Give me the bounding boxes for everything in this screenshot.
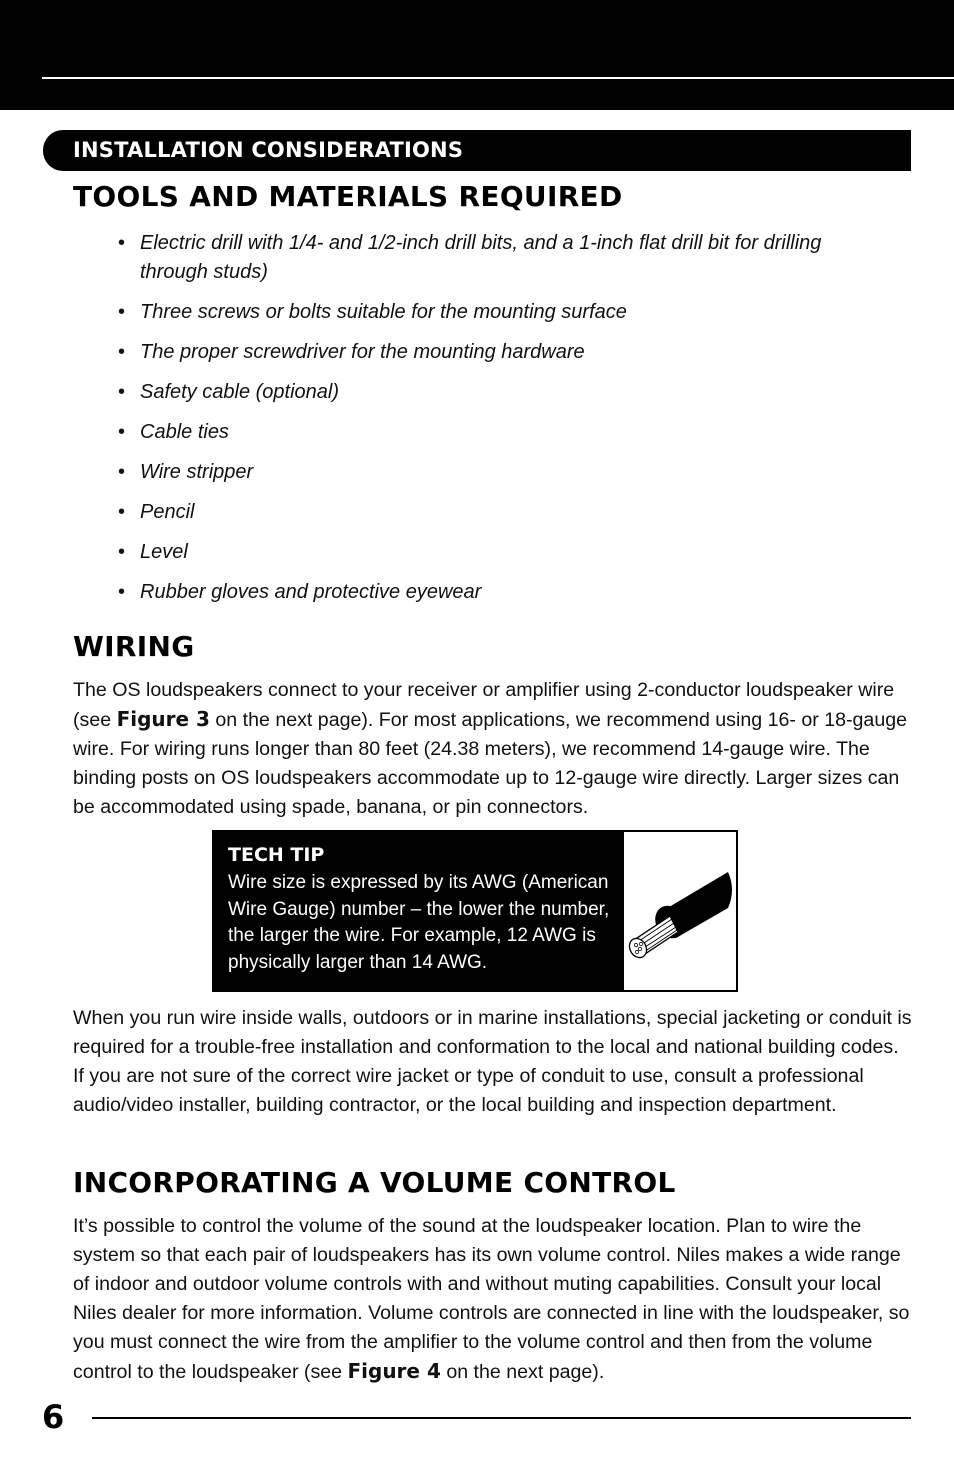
figure-3-reference: Figure 3: [116, 707, 210, 731]
list-item: • Safety cable (optional): [118, 378, 878, 407]
wiring-heading: WIRING: [73, 630, 195, 663]
list-item: • Three screws or bolts suitable for the mounting surface: [118, 298, 878, 327]
volume-heading: INCORPORATING A VOLUME CONTROL: [73, 1166, 676, 1199]
figure-4-reference: Figure 4: [347, 1359, 441, 1383]
tech-tip-body: Wire size is expressed by its AWG (American Wire Gauge) number – the lower the number, the larger the wire. For example, 12 AWG is physically larger than 14 AWG.: [228, 872, 610, 973]
wiring-text-start: The OS loudspeakers connect to your receiver or amplifier using 2-conductor loudspeaker wire (see: [73, 679, 895, 731]
tools-list: [118, 229, 878, 618]
header-rule: [42, 77, 954, 79]
page-header-bar: [0, 0, 954, 110]
volume-text-start: It’s possible to control the volume of the sound at the loudspeaker location. Plan to wire the system so that each pair of loudspeakers has its own volume control. Niles makes a wide range of indoor and outdoor volume controls with and without muting capabilities. Consult your local Niles dealer for more information. Volume controls are connected in line with the loudspeaker, so you must connect the wire from the amplifier to the volume control and then from the volume control to the loudspeaker (see: [73, 1215, 910, 1383]
list-item: • Level: [118, 538, 878, 567]
tools-heading: TOOLS AND MATERIALS REQUIRED: [73, 180, 623, 213]
volume-text-end: on the next page).: [440, 1361, 605, 1383]
list-item: • Wire stripper: [118, 458, 878, 487]
list-item: • Cable ties: [118, 418, 878, 447]
list-item: • Electric drill with 1/4- and 1/2-inch drill bits, and a 1-inch flat drill bit for drilling through studs): [118, 229, 878, 286]
section-banner: [43, 130, 911, 171]
stranded-wire-icon: [624, 832, 736, 990]
page-number: 6: [42, 1398, 65, 1436]
tech-tip-box: [212, 830, 738, 992]
tech-tip-title: TECH TIP: [228, 844, 325, 866]
list-item: • The proper screwdriver for the mounting hardware: [118, 338, 878, 367]
wiring-text-end: on the next page). For most applications, we recommend using 16- or 18-gauge wire. For wiring runs longer than 80 feet (24.38 meters), we recommend 14-gauge wire. The binding posts on OS loudspeakers accommodate up to 12-gauge wire directly. Larger sizes can be accommodated using spade, banana, or pin connectors.: [73, 709, 908, 818]
conduit-paragraph: When you run wire inside walls, outdoors or in marine installations, special jacketing or conduit is required for a trouble-free installation and conformation to the local and national building codes. If you are not sure of the correct wire jacket or type of conduit to use, consult a professional audio/video installer, building contractor, or the local building and inspection department.: [73, 1007, 912, 1116]
footer-rule: [92, 1417, 911, 1419]
section-banner-label: INSTALLATION CONSIDERATIONS: [73, 138, 464, 162]
list-item: • Pencil: [118, 498, 878, 527]
wiring-paragraph: [73, 676, 913, 822]
volume-paragraph: [73, 1212, 913, 1387]
tech-tip-panel: [214, 832, 624, 990]
list-item: • Rubber gloves and protective eyewear: [118, 578, 878, 607]
